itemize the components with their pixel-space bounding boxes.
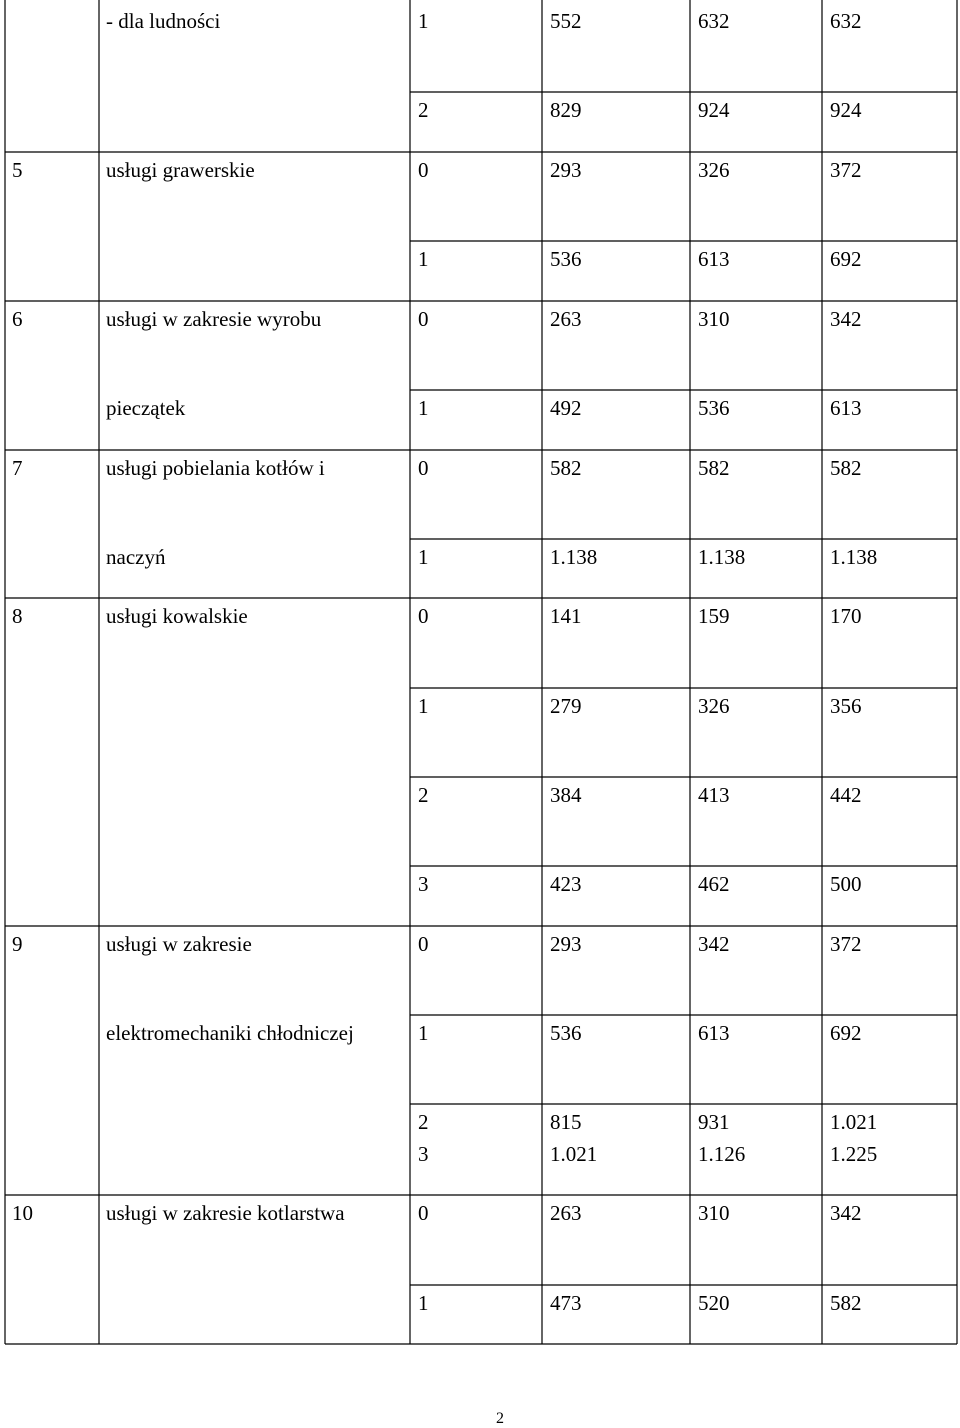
row-name: usługi grawerskie xyxy=(106,158,255,182)
table-cell: 1 xyxy=(418,247,429,271)
table-cell: 372 xyxy=(830,158,862,182)
table-cell: 279 xyxy=(550,694,582,718)
table-cell: 536 xyxy=(698,396,730,420)
table-cell: 263 xyxy=(550,1201,582,1225)
table-cell: 1.225 xyxy=(830,1142,878,1166)
table-cell: 3 xyxy=(418,872,429,896)
table-cell: 692 xyxy=(830,247,862,271)
table-cell: 924 xyxy=(698,98,730,122)
table-cell: 342 xyxy=(698,932,730,956)
table-cell: 342 xyxy=(830,1201,862,1225)
row-name: usługi w zakresie kotlarstwa xyxy=(106,1201,345,1225)
table-cell: 0 xyxy=(418,158,429,182)
table-cell: 384 xyxy=(550,783,582,807)
table-cell: 263 xyxy=(550,307,582,331)
table-cell: 2 xyxy=(418,1110,429,1134)
row-name-continued: naczyń xyxy=(106,545,166,569)
table-cell: 372 xyxy=(830,932,862,956)
table-cell: 692 xyxy=(830,1021,862,1045)
table-cell: 159 xyxy=(698,604,730,628)
table-cell: 613 xyxy=(698,247,730,271)
row-number: 7 xyxy=(12,456,23,480)
table-cell: 492 xyxy=(550,396,582,420)
table-cell: 170 xyxy=(830,604,862,628)
table-cell: 931 xyxy=(698,1110,730,1134)
table-cell: 582 xyxy=(698,456,730,480)
table-cell: 1.126 xyxy=(698,1142,746,1166)
table-cell: 1 xyxy=(418,9,429,33)
table-cell: 1.138 xyxy=(830,545,878,569)
row-name: usługi pobielania kotłów i xyxy=(106,456,325,480)
table-cell: 423 xyxy=(550,872,582,896)
table-cell: 536 xyxy=(550,247,582,271)
table-cell: 326 xyxy=(698,158,730,182)
table-cell: 0 xyxy=(418,932,429,956)
row-number: 10 xyxy=(12,1201,33,1225)
table-cell: 1 xyxy=(418,694,429,718)
table-cell: 413 xyxy=(698,783,730,807)
table-cell: 815 xyxy=(550,1110,582,1134)
table-cell: 1.021 xyxy=(830,1110,878,1134)
table-cell: 356 xyxy=(830,694,862,718)
table-cell: 582 xyxy=(550,456,582,480)
table-cell: 310 xyxy=(698,307,730,331)
table-cell: 141 xyxy=(550,604,582,628)
table-cell: 1 xyxy=(418,545,429,569)
row-name: usługi w zakresie xyxy=(106,932,252,956)
table-cell: 462 xyxy=(698,872,730,896)
row-name-continued: pieczątek xyxy=(106,396,186,420)
table-cell: 582 xyxy=(830,456,862,480)
table-cell: 632 xyxy=(830,9,862,33)
table-cell: 520 xyxy=(698,1291,730,1315)
row-number: 5 xyxy=(12,158,23,182)
row-name: usługi w zakresie wyrobu xyxy=(106,307,322,331)
table-cell: 310 xyxy=(698,1201,730,1225)
table-cell: 293 xyxy=(550,932,582,956)
table-cell: 0 xyxy=(418,307,429,331)
table-cell: 326 xyxy=(698,694,730,718)
row-number: 9 xyxy=(12,932,23,956)
table-cell: 0 xyxy=(418,604,429,628)
table-cell: 3 xyxy=(418,1142,429,1166)
table-cell: 1 xyxy=(418,1021,429,1045)
table-cell: 829 xyxy=(550,98,582,122)
row-name: usługi kowalskie xyxy=(106,604,248,628)
table-cell: 613 xyxy=(698,1021,730,1045)
table-cell: 536 xyxy=(550,1021,582,1045)
row-name-continued: elektromechaniki chłodniczej xyxy=(106,1021,354,1045)
table-cell: 1.138 xyxy=(698,545,746,569)
table-cell: 1.021 xyxy=(550,1142,598,1166)
page-number-text: 2 xyxy=(496,1410,504,1427)
table-cell: 552 xyxy=(550,9,582,33)
table-cell: 2 xyxy=(418,98,429,122)
table-cell: 632 xyxy=(698,9,730,33)
row-number: 8 xyxy=(12,604,23,628)
table-cell: 442 xyxy=(830,783,862,807)
table-cell: 1 xyxy=(418,1291,429,1315)
row-name: - dla ludności xyxy=(106,9,221,33)
table-cell: 293 xyxy=(550,158,582,182)
table-cell: 1 xyxy=(418,396,429,420)
table-cell: 473 xyxy=(550,1291,582,1315)
table-cell: 500 xyxy=(830,872,862,896)
row-number: 6 xyxy=(12,307,23,331)
table-cell: 582 xyxy=(830,1291,862,1315)
table-cell: 0 xyxy=(418,456,429,480)
table-cell: 0 xyxy=(418,1201,429,1225)
table-cell: 613 xyxy=(830,396,862,420)
table-cell: 2 xyxy=(418,783,429,807)
table-cell: 924 xyxy=(830,98,862,122)
table-cell: 342 xyxy=(830,307,862,331)
table-cell: 1.138 xyxy=(550,545,598,569)
